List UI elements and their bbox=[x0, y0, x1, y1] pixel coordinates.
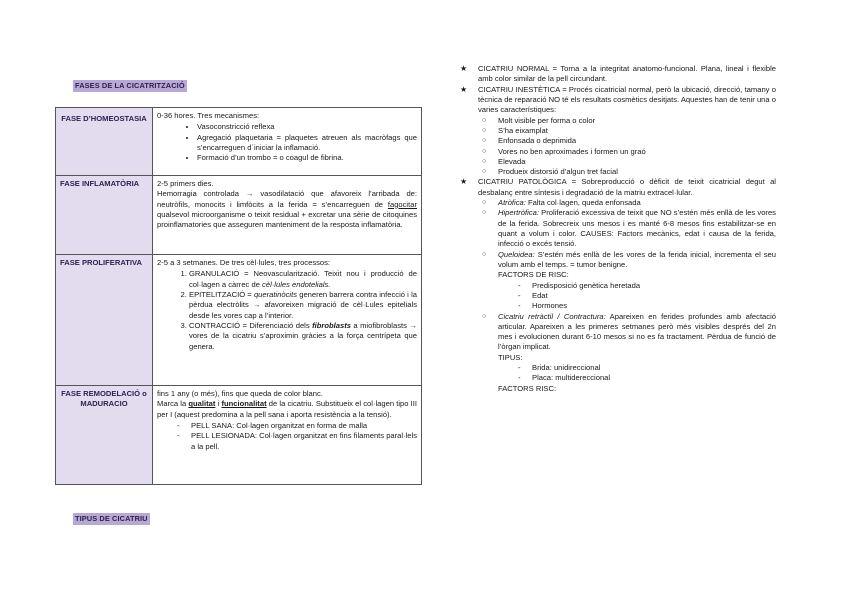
phase-body-homeostasia bbox=[153, 108, 422, 176]
list-item: ○ Vores no ben aproximades i formen un graó bbox=[498, 147, 776, 157]
phase-intro: 2-5 a 3 setmanes. De tres cèl·lules, tres processos: bbox=[157, 258, 331, 267]
patologica-list bbox=[458, 198, 776, 394]
skin-list bbox=[157, 421, 417, 452]
list-item: • Vasoconstricció reflexa bbox=[197, 122, 417, 132]
list-item: - Placa: multidereccional bbox=[532, 373, 776, 383]
list-item: 2. EPITELITZACIÓ = queratinòcits generen barrera contra infecció i la pèrdua electròlits → afavoreixen migració de cèl·Lules epitelials desde les vores cap a l’interior. bbox=[189, 290, 417, 321]
section-heading-tipus: TIPUS DE CICATRIU bbox=[73, 513, 150, 525]
list-item: - Hormones bbox=[532, 301, 776, 311]
list-item-queloidea: ○ Queloidea: S’estén més enllà de les vores de la ferida inicial, incrementa el seu volum amb el temps. = tumor benigne. FACTORS DE RISC: - Predisposició genètica heretada - Edat - Hormones bbox=[498, 250, 776, 312]
table-row bbox=[56, 386, 422, 485]
risk-factors-label-2: FACTORS RISC: bbox=[498, 383, 557, 393]
list-item: 3. CONTRACCIÓ = Diferenciació dels fibroblasts a miofibroblasts → vores de la cicatriu s’aproximin gràcies a la força centrípeta que genera. bbox=[189, 321, 417, 352]
table-row bbox=[56, 108, 422, 176]
phase-body-proliferativa bbox=[153, 255, 422, 386]
list-item: ○ S’ha eixamplat bbox=[498, 126, 776, 136]
inestetica-list bbox=[458, 116, 776, 178]
phase-name-inflamatoria: FASE INFLAMATÒRIA bbox=[56, 176, 153, 255]
list-item: 1. GRANULACIÓ = Neovascularització. Teixit nou i producció de col·lagen a càrrec de cèl·lules endotelials. bbox=[189, 269, 417, 290]
scar-patologica: ★ CICATRIU PATOLÒGICA = Sobreproducció o dèficit de teixit cicatricial degut al desbalanç entre síntesis i degradació de la matriu extracel·lular. bbox=[458, 177, 776, 198]
section-heading-fases: FASES DE LA CICATRITZACIÓ bbox=[73, 80, 187, 92]
list-item: ○ Elevada bbox=[498, 157, 776, 167]
phase-intro: 0-36 hores. Tres mecanismes: bbox=[157, 111, 260, 120]
phase-description: Hemorragia controlada → vasodilatació que afavoreix l’arribada de: neutròfils, monocits i limfòcits a la ferida = s’encarreguen de fagocitar qualsevol microorganisme o teixit residual + excretar una sèrie de citoquines proinflamatories que asseguren manteniment de la resposta inflamatòria. bbox=[157, 189, 417, 230]
list-item: • Agregació plaquetaria = plaquetes atreuen als macròfags que s’encarreguen d´iniciar la inflamació. bbox=[197, 133, 417, 154]
list-item: • Formació d’un trombo = o coagul de fibrina. bbox=[197, 153, 417, 163]
list-item: - Predisposició genètica heretada bbox=[532, 281, 776, 291]
mechanism-list bbox=[157, 122, 417, 163]
scar-normal: ★ CICATRIU NORMAL = Torna a la integritat anatomo-funcional. Plana, lineal i flexible amb color similar de la pell circundant. bbox=[458, 64, 776, 85]
phase-name-remodelacio: FASE REMODELACIÓ o MADURACIO bbox=[56, 386, 153, 485]
phases-table bbox=[55, 107, 422, 485]
list-item: - Edat bbox=[532, 291, 776, 301]
phase-name-homeostasia: FASE D’HOMEOSTASIA bbox=[56, 108, 153, 176]
phase-body-remodelacio bbox=[153, 386, 422, 485]
list-item-retractil: ○ Cicatriu retràctil / Contractura: Apareixen en ferides profundes amb afectació articular. Apareixen a les primeres setmanes però més visibles després del 2n mes i evolucionen durant 6-10 mesos si no es fa tractament. Pèrdua de funció de l’òrgan implicat. TIPUS: - Brida: unidireccional - Placa: multidereccional FACTORS RISC: bbox=[498, 312, 776, 395]
list-item: ○ Molt visible per forma o color bbox=[498, 116, 776, 126]
table-row bbox=[56, 255, 422, 386]
risk-factors-list bbox=[498, 281, 776, 312]
phase-description: Marca la qualitat i funcionalitat de la cicatriu. Substitueix el col·lagen tipo III per I (aquest predomina a la pell sana i aporta resistència a la tensió). bbox=[157, 399, 417, 419]
list-item: ○ Produeix distorsió d’algun tret facial bbox=[498, 167, 776, 177]
phase-name-proliferativa: FASE PROLIFERATIVA bbox=[56, 255, 153, 386]
phase-duration: fins 1 any (o més), fins que queda de color blanc. bbox=[157, 389, 323, 398]
types-list bbox=[498, 363, 776, 384]
types-label: TIPUS: bbox=[498, 352, 523, 362]
list-item: - PELL LESIONADA: Col·lagen organitzat en fins filaments paral·lels a la pell. bbox=[191, 431, 417, 452]
process-list bbox=[157, 269, 417, 352]
list-item-atrofica: ○ Atròfica: Falta col·lagen, queda enfonsada bbox=[498, 198, 776, 208]
list-item: - Brida: unidireccional bbox=[532, 363, 776, 373]
table-row bbox=[56, 176, 422, 255]
phase-duration: 2-5 primers dies. bbox=[157, 179, 214, 188]
list-item: - PELL SANA: Col·lagen organitzat en forma de malla bbox=[191, 421, 417, 431]
list-item: ○ Enfonsada o deprimida bbox=[498, 136, 776, 146]
phase-body-inflamatoria bbox=[153, 176, 422, 255]
list-item-hipertrofica: ○ Hipertròfica: Proliferació excessiva de teixit que NO s’estén més enllà de les vores de la ferida. Sobrecreix uns mesos i es manté 6-8 mesos fins estabilitzar-se en quant a volum i color. CAUSES: Factors mecànics, edat i causa de la ferida, infecció o excés tensió. bbox=[498, 208, 776, 249]
scar-inestetica: ★ CICATRIU INESTÈTICA = Procés cicatricial normal, però la ubicació, direcció, tamany o tècnica de reparació NO té els resultats cosmètics desitjats. Aquestes han de tenir una o varies característiques: bbox=[458, 85, 776, 116]
scar-types-column bbox=[458, 64, 776, 394]
risk-factors-label: FACTORS DE RISC: bbox=[498, 270, 569, 280]
